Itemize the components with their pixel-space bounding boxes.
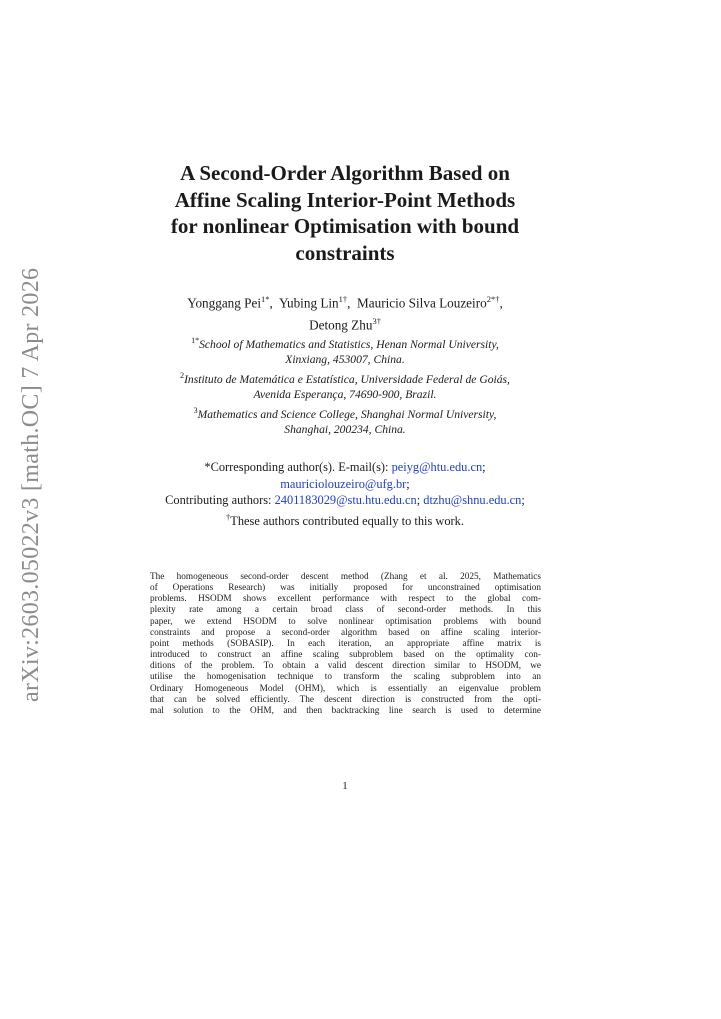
affiliation (120, 333, 570, 367)
affiliation-mark: 3 (193, 405, 198, 415)
author-mark: 1† (338, 294, 348, 304)
affiliation (120, 403, 570, 437)
abstract-line: utilise the homogenisation technique to transform the scaling subproblem into an (150, 672, 541, 683)
contributing-line: Contributing authors: 2401183029@stu.htu.edu.cn; dtzhu@shnu.edu.cn; (165, 493, 525, 507)
title-line: constraints (295, 240, 395, 265)
abstract-line: mal solution to the OHM, and then backtracking line search is used to determine (150, 705, 541, 716)
author-name: Yonggang Pei (187, 295, 262, 311)
abstract-line: plexity rate among a certain broad class of second-order methods. In this (150, 605, 541, 616)
page-number: 1 (342, 780, 348, 792)
email-link[interactable]: dtzhu@shnu.edu.cn (423, 493, 522, 507)
author-mark: 3† (372, 316, 381, 327)
abstract-line: introduced to construct an affine scaling subproblem based on the optimality con- (150, 650, 541, 661)
affiliations (120, 333, 570, 438)
abstract-line: point methods (SOBASIP). In each iteration, an appropriate affine matrix is (150, 638, 541, 649)
abstract-line: The homogeneous second-order descent method (Zhang et al. 2025, Mathematics (150, 572, 541, 582)
arxiv-identifier-stamp: arXiv:2603.05022v3 [math.OC] 7 Apr 2026 (18, 267, 44, 702)
affiliation (120, 368, 570, 402)
abstract-line: that can be solved efficiently. The descent direction is constructed from the opti- (150, 694, 541, 705)
affiliation-mark: 2 (180, 370, 185, 380)
title-line: A Second-Order Algorithm Based on (180, 161, 510, 185)
email-link[interactable]: mauriciolouzeiro@ufg.br (280, 476, 407, 491)
affiliation-line: Xinxiang, 453007, China. (285, 352, 405, 366)
email-link[interactable]: peiyg@htu.edu.cn (391, 460, 483, 474)
corresponding-line: mauriciolouzeiro@ufg.br; (280, 476, 410, 491)
abstract-line: Ordinary Homogeneous Model (OHM), which is essentially an eigenvalue problem (150, 683, 541, 694)
correspondence-block (110, 459, 580, 529)
affiliation-line: School of Mathematics and Statistics, Henan Normal University, (199, 337, 499, 351)
paper-title (120, 160, 570, 266)
affiliation-line: Shanghai, 200234, China. (284, 422, 406, 436)
author-mark: 1* (261, 294, 270, 304)
author-name: Mauricio Silva Louzeiro (357, 295, 487, 311)
abstract-line: constraints and propose a second-order algorithm based on affine scaling interior- (150, 627, 541, 638)
dagger-mark: † (226, 511, 231, 522)
author-line (120, 312, 570, 334)
corresponding-line: *Corresponding author(s). E-mail(s): peiyg@htu.edu.cn; (204, 460, 486, 474)
abstract-line: problems. HSODM shows excellent performance with respect to the global com- (150, 594, 541, 605)
author-name: Yubing Lin (278, 295, 339, 311)
corresponding-label: *Corresponding author(s). E-mail(s): (204, 460, 389, 474)
title-line: for nonlinear Optimisation with bound (170, 214, 520, 238)
title-line: Affine Scaling Interior-Point Methods (174, 187, 516, 212)
abstract-text (150, 572, 541, 717)
equal-contribution-note: †These authors contributed equally to this work. (226, 511, 464, 528)
abstract-line: paper, we extend HSODM to solve nonlinear optimisation problems with bound (150, 616, 541, 627)
author-name: Detong Zhu (309, 317, 373, 333)
affiliation-line: Avenida Esperança, 74690-900, Brazil. (253, 387, 437, 401)
email-link[interactable]: 2401183029@stu.htu.edu.cn (274, 493, 417, 507)
abstract-line: ditions of the problem. To obtain a valid descent direction similar to HSODM, we (150, 661, 541, 672)
affiliation-line: Instituto de Matemática e Estatística, Universidade Federal de Goiás, (184, 372, 510, 386)
author-line: Yonggang Pei$^{1*}$, Yubing Lin$^{1\dagger}$, Mauricio Silva Louzeiro$^{2*\dagger}$, (187, 294, 503, 311)
affiliation-line: Mathematics and Science College, Shanghai Normal University, (197, 407, 497, 421)
author-list (120, 290, 570, 335)
affiliation-mark: 1* (191, 336, 200, 345)
contributing-label: Contributing authors: (165, 493, 272, 507)
abstract-line: of Operations Research) was initially proposed for unconstrained optimisation (150, 583, 541, 594)
author-mark: 2*† (486, 294, 500, 304)
